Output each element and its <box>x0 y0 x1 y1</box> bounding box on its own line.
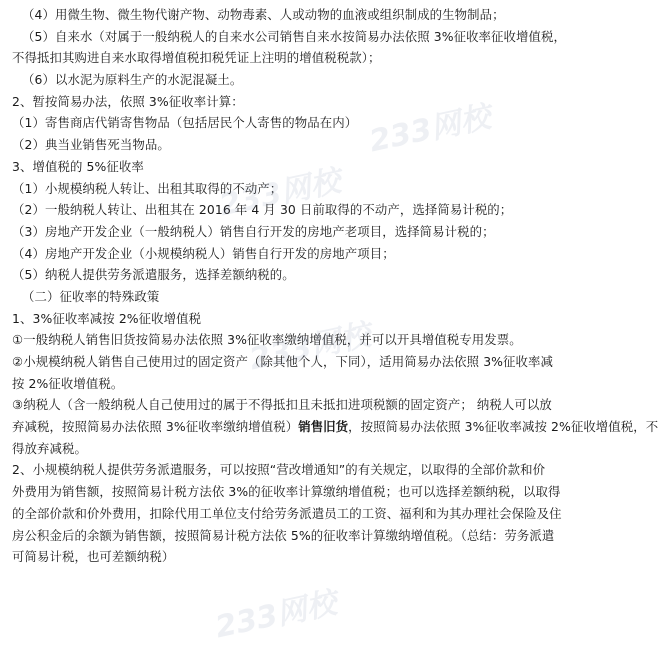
section-heading-l15 <box>12 308 590 330</box>
paragraph-line-l11 <box>12 221 590 243</box>
line-text: 得放弃减税。 <box>12 440 87 456</box>
section-heading-l14 <box>12 286 590 308</box>
section-heading-l8 <box>12 156 590 178</box>
paragraph-line-l3 <box>12 47 590 69</box>
paragraph-line-l17 <box>12 351 590 373</box>
line-text: （2）一般纳税人转让、出租其在 2016 年 4 月 30 日前取得的不动产，选择简易计税的； <box>12 202 513 218</box>
line-text: （1）小规模纳税人转让、出租其取得的不动产； <box>12 180 283 196</box>
line-text: （5）自来水（对属于一般纳税人的自来水公司销售自来水按简易办法依照 3%征收率征收增值税， <box>22 28 566 44</box>
paragraph-line-l2 <box>12 26 590 48</box>
watermark-logo: 233网校 <box>246 317 374 378</box>
line-text: （4）房地产开发企业（小规模纳税人）销售自行开发的房地产项目； <box>12 245 395 261</box>
line-text: 房公积金后的余额为销售额，按照简易计税方法依 5%的征收率计算缴纳增值税。（总结：劳务派遣 <box>12 527 555 543</box>
paragraph-line-l7 <box>12 134 590 156</box>
line-text: 3、增值税的 5%征收率 <box>12 158 144 174</box>
line-text: （4）用微生物、微生物代谢产物、动物毒素、人或动物的血液或组织制成的生物制品； <box>22 7 505 22</box>
bold-term: 销售旧货 <box>298 419 349 435</box>
watermark-logo: 233网校 <box>216 163 344 224</box>
line-text: （二）征收率的特殊政策 <box>22 288 160 304</box>
paragraph-line-l9 <box>12 178 590 200</box>
watermark-logo: 233网校 <box>212 585 340 646</box>
paragraph-line-l4 <box>12 69 590 91</box>
paragraph-line-l24 <box>12 503 590 525</box>
watermark-logo: 233网校 <box>366 99 494 160</box>
line-text: （5）纳税人提供劳务派遣服务，选择差额纳税的。 <box>12 267 295 283</box>
line-text: ②小规模纳税人销售自己使用过的固定资产（除其他个人，下同），适用简易办法依照 3%征收率减 <box>12 354 554 369</box>
paragraph-line-l6 <box>12 112 590 134</box>
section-heading-l22 <box>12 459 590 481</box>
line-text: 的全部价款和价外费用，扣除代用工单位支付给劳务派遣员工的工资、福利和为其办理社会保险及住 <box>12 505 562 521</box>
line-text: 按 2%征收增值税。 <box>12 375 124 391</box>
line-text: ①一般纳税人销售旧货按简易办法依照 3%征收率缴纳增值税，并可以开具增值税专用发票。 <box>12 332 522 348</box>
line-text: （2）典当业销售死当物品。 <box>12 137 170 153</box>
paragraph-line-l10 <box>12 199 590 221</box>
line-text: 可简易计税，也可差额纳税） <box>12 549 175 565</box>
paragraph-line-l23 <box>12 481 590 503</box>
paragraph-line-l21 <box>12 438 590 460</box>
paragraph-line-l1 <box>12 4 590 26</box>
line-text: （1）寄售商店代销寄售物品（包括居民个人寄售的物品在内） <box>12 115 358 131</box>
paragraph-line-l13 <box>12 264 590 286</box>
line-text: ，按照简易办法依照 3%征收率减按 2%征收增值税，不 <box>348 419 658 435</box>
section-heading-l5 <box>12 91 590 113</box>
line-text: 外费用为销售额，按照简易计税方法依 3%的征收率计算缴纳增值税；也可以选择差额纳税，以取得 <box>12 484 561 500</box>
paragraph-line-l19 <box>12 394 590 416</box>
paragraph-line-l20 <box>12 416 658 438</box>
line-text: 弃减税，按照简易办法依照 3%征收率缴纳增值税） <box>12 419 299 435</box>
paragraph-line-l16 <box>12 329 590 351</box>
line-text: 不得抵扣其购进自来水取得增值税扣税凭证上注明的增值税税款）； <box>12 50 381 66</box>
paragraph-line-l25 <box>12 525 590 547</box>
paragraph-line-l12 <box>12 243 590 265</box>
paragraph-line-l18 <box>12 373 590 395</box>
paragraph-line-l26 <box>12 546 590 568</box>
line-text: （3）房地产开发企业（一般纳税人）销售自行开发的房地产老项目，选择简易计税的； <box>12 223 495 239</box>
line-text: 1、3%征收率减按 2%征收增值税 <box>12 310 202 326</box>
line-text: 2、暂按简易办法，依照 3%征收率计算： <box>12 93 244 109</box>
line-text: 2、小规模纳税人提供劳务派遣服务，可以按照“营改增通知”的有关规定，以取得的全部价款和价 <box>12 462 546 478</box>
line-text: （6）以水泥为原料生产的水泥混凝土。 <box>22 72 243 88</box>
line-text: ③纳税人（含一般纳税人自己使用过的属于不得抵扣且未抵扣进项税额的固定资产； 纳税人可以放 <box>12 397 552 413</box>
